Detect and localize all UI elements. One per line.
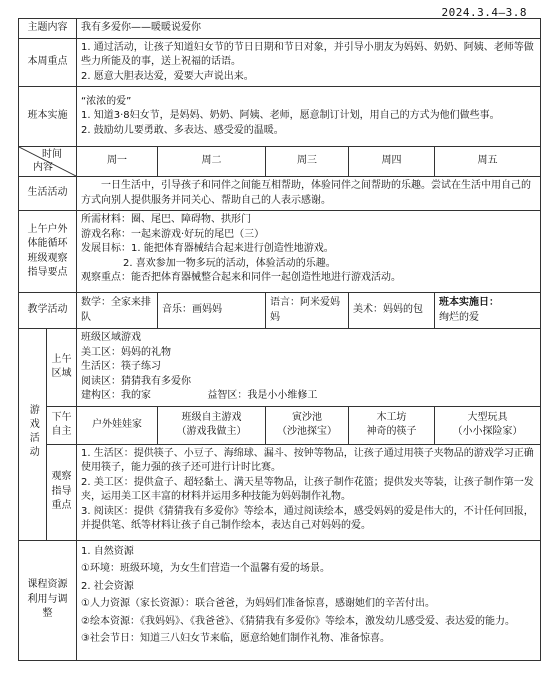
focus-line-1: 1. 通过活动，让孩子知道妇女节的节日日期和节日对象，并引导小朋友为妈妈、奶奶、阿姨、老师等做些力所能及的事，送上祝福的话语。 — [81, 41, 534, 67]
theme-row — [19, 19, 541, 39]
morning-line-2: 美工区：妈妈的礼物 — [81, 346, 171, 358]
afternoon-item-3: 寅沙池 （沙池探宝） — [266, 406, 349, 444]
resources-line-1: 1. 自然资源 — [81, 545, 134, 557]
day-wednesday: 周三 — [266, 147, 349, 177]
day-thursday: 周四 — [349, 147, 435, 177]
afternoon-item-2: 班级自主游戏 （游戏我做主） — [158, 406, 266, 444]
teaching-math: 数学：全家来排队 — [77, 293, 158, 329]
morning-line-1: 班级区域游戏 — [81, 332, 141, 343]
resources-row — [19, 540, 541, 660]
outdoor-observation: 观察重点：能否把体育器械整合起来和同伴一起创造性地进行游戏活动。 — [81, 272, 401, 283]
teaching-special — [435, 293, 541, 329]
header-content: 内容 — [33, 161, 53, 173]
outdoor-game-name: 游戏名称：一起来游戏·好玩的尾巴（三） — [81, 228, 265, 240]
outdoor-goal-2: 2. 喜欢参加一物多玩的活动，体验活动的乐趣。 — [123, 257, 336, 269]
theme-label: 主题内容 — [19, 19, 77, 39]
diagonal-header-cell — [19, 147, 77, 177]
outdoor-materials: 所需材料：圈、尾巴、障碍物、拱形门 — [81, 214, 251, 225]
resources-line-4: ①人力资源（家长资源）：联合爸爸，为妈妈们准备惊喜，感谢她们的辛苦付出。 — [81, 598, 435, 609]
focus-row — [19, 38, 541, 87]
special-day-value: 绚烂的爱 — [439, 311, 479, 323]
morning-line-5 — [81, 389, 536, 404]
outdoor-content — [77, 211, 541, 293]
resources-label: 课程资源利用与调整 — [19, 540, 77, 660]
outdoor-row — [19, 211, 541, 293]
focus-line-2: 2. 愿意大胆表达爱，爱要大声说出来。 — [81, 70, 254, 82]
resources-line-3: 2. 社会资源 — [81, 580, 134, 592]
games-label — [19, 329, 47, 541]
games-afternoon-row — [19, 406, 541, 444]
outdoor-label: 上午户外体能循环班级观察指导要点 — [19, 211, 77, 293]
class-impl-label: 班本实施 — [19, 87, 77, 147]
day-tuesday: 周二 — [158, 147, 266, 177]
header-row — [19, 147, 541, 177]
class-impl-content — [77, 87, 541, 147]
teaching-row — [19, 293, 541, 329]
theme-value: 我有多爱你——暖暖说爱你 — [77, 19, 541, 39]
games-observe-row — [19, 444, 541, 540]
life-content: 一日生活中，引导孩子和同伴之间能互相帮助，体验同伴之间帮助的乐趣。尝试在生活中用自己的方式向别人提供服务并同关心、帮助自己的人表示感谢。 — [77, 177, 541, 211]
resources-line-2: ①环境：班级环境，为女生们营造一个温馨有爱的场景。 — [81, 563, 330, 574]
outdoor-goal-1: 发展目标：1. 能把体育器械结合起来进行创造性地游戏。 — [81, 243, 334, 254]
special-day-title: 班本实施日： — [439, 297, 499, 308]
weekly-plan-table — [18, 18, 541, 661]
class-impl-title: “浓浓的爱” — [81, 95, 132, 107]
observe-line-3: 3. 阅读区：提供《猜猜我有多爱你》等绘本，通过阅读绘本，感受妈妈的爱是伟大的，不计任何回报，并提供笔、纸等材料让孩子自己制作绘本，表达自己对妈妈的爱。 — [81, 505, 534, 531]
observe-content — [77, 444, 541, 540]
games-morning-row — [19, 329, 541, 407]
focus-content — [77, 38, 541, 87]
resources-line-5: ②绘本资源：《我妈妈》、《我爸爸》、《猜猜我有多爱你》等绘本，激发幼儿感受爱、表达爱的能力。 — [81, 615, 515, 627]
afternoon-item-5: 大型玩具 （小小探险家） — [435, 406, 541, 444]
teaching-label: 教学活动 — [19, 293, 77, 329]
header-time: 时间 — [42, 149, 62, 160]
date-range: 2024.3.4—3.8 — [441, 6, 527, 19]
morning-area-label: 上午区域 — [47, 329, 77, 407]
life-row — [19, 177, 541, 211]
observe-line-1: 1. 生活区：提供筷子、小豆子、海绵球、漏斗、按钟等物品，让孩子通过用筷子夹物品的游戏学习正确使用筷子，能力强的孩子还可进行计时比赛。 — [81, 447, 534, 473]
morning-line-4: 阅读区：猜猜我有多爱你 — [81, 375, 191, 387]
morning-line-3: 生活区：筷子练习 — [81, 361, 161, 372]
teaching-art: 美术：妈妈的包 — [349, 293, 435, 329]
teaching-language: 语言：阿米爱妈妈 — [266, 293, 349, 329]
puzzle-area: 益智区：我是小小维修工 — [207, 390, 318, 401]
teaching-music: 音乐：画妈妈 — [158, 293, 266, 329]
class-impl-line-2: 2. 鼓励幼儿要勇敢、多表达、感受爱的温暖。 — [81, 124, 284, 136]
observe-label: 观察指导重点 — [47, 444, 77, 540]
resources-line-6: ③社会节日：知道三八妇女节来临，愿意给她们制作礼物、准备惊喜。 — [81, 633, 390, 644]
games-label-text: 游戏活动 — [27, 403, 39, 460]
afternoon-item-1: 户外娃娃家 — [77, 406, 158, 444]
life-label: 生活活动 — [19, 177, 77, 211]
resources-content — [77, 540, 541, 660]
morning-area-content — [77, 329, 541, 407]
class-impl-line-1: 1. 知道3·8妇女节，是妈妈、奶奶、阿姨、老师，愿意制订计划，用自己的方式为他们做些事。 — [81, 110, 500, 122]
observe-line-2: 2. 美工区：提供盒子、超轻黏土、满天星等物品，让孩子制作花篮；提供发夹等装，让孩子制作第一发夹，运用美工区丰富的材料并运用多种技能为妈妈制作礼物。 — [81, 476, 534, 502]
afternoon-item-4: 木工坊 神奇的筷子 — [349, 406, 435, 444]
day-monday: 周一 — [77, 147, 158, 177]
class-impl-row — [19, 87, 541, 147]
afternoon-label: 下午自主 — [47, 406, 77, 444]
build-area: 建构区：我的家 — [81, 390, 151, 401]
focus-label: 本周重点 — [19, 38, 77, 87]
day-friday: 周五 — [435, 147, 541, 177]
